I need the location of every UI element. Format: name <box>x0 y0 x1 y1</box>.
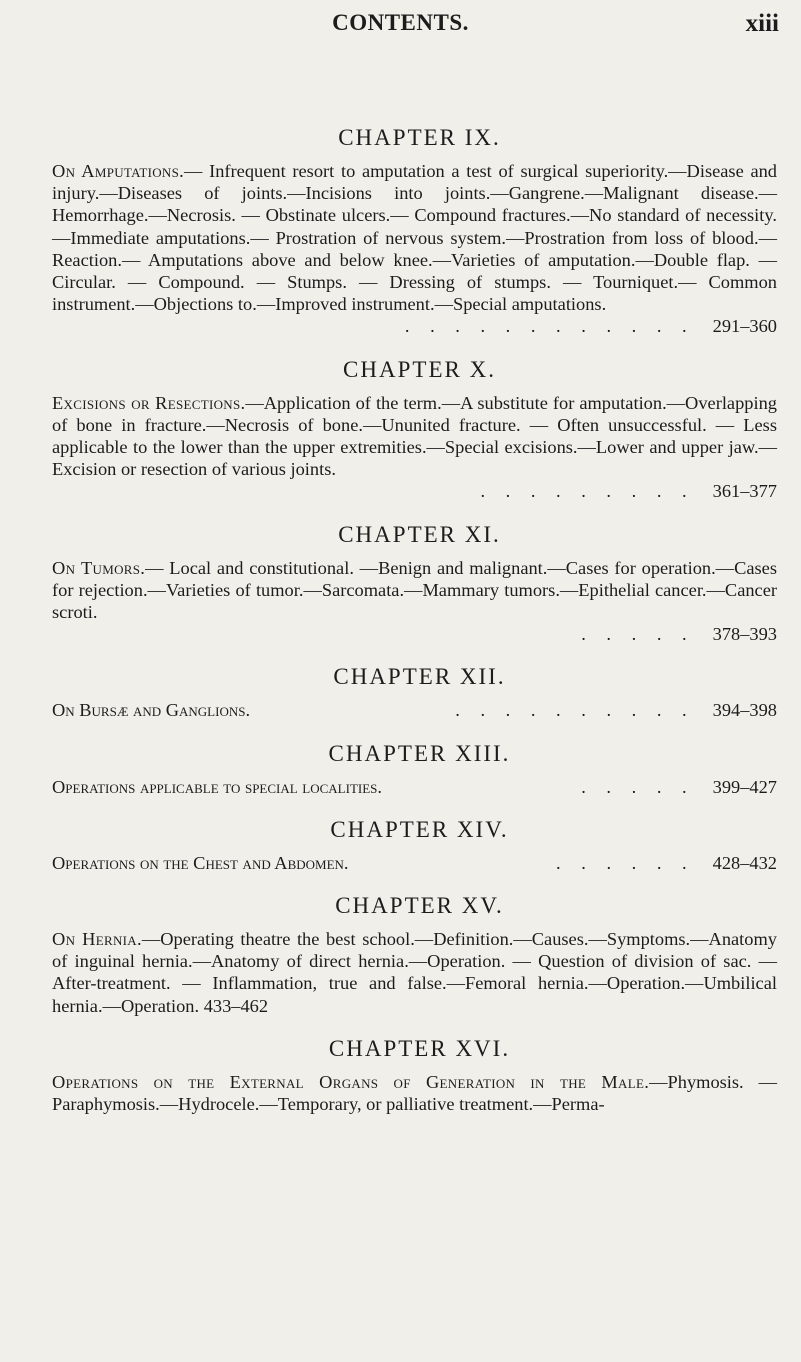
chapter-xv <box>52 893 777 1017</box>
chapter-lead: On Tumors. <box>52 557 146 578</box>
contents-list <box>52 125 777 1134</box>
chapter-summary <box>52 557 777 624</box>
page-range-row <box>52 315 777 337</box>
chapter-xiv <box>52 817 777 874</box>
chapter-lead: Excisions or Resections. <box>52 392 246 413</box>
running-head-title: CONTENTS. <box>332 10 469 35</box>
chapter-heading: CHAPTER XIII. <box>328 740 511 766</box>
chapter-summary <box>52 392 777 481</box>
page-number: xiii <box>745 10 779 37</box>
chapter-lead: Operations on the External Organs of Generation in the Male. <box>52 1071 650 1092</box>
chapter-lead: On Amputations. <box>52 161 185 181</box>
chapter-lead: Operations applicable to special localities. <box>52 776 382 797</box>
entry-row <box>52 699 777 721</box>
chapter-xiii <box>52 741 777 798</box>
chapter-lead: On Hernia. <box>52 929 142 950</box>
chapter-heading: CHAPTER XII. <box>333 664 506 690</box>
chapter-x <box>52 357 777 503</box>
leader-dots: . . . . . . . . . . <box>455 700 695 721</box>
chapter-text: — Local and constitutional. —Benign and malignant.—Cases for operation.—Cases for rejection.—Varieties of tumor.—Sarcomata.—Mammary tumors.—Epithelial cancer.—Cancer scroti. <box>52 557 777 623</box>
page-range: 361–377 <box>712 481 777 502</box>
page-range: 394–398 <box>712 700 777 721</box>
chapter-ix <box>52 125 777 338</box>
chapter-heading: CHAPTER X. <box>343 356 496 382</box>
leader-dots: . . . . . . <box>556 852 695 873</box>
chapter-heading: CHAPTER XIV. <box>330 816 509 842</box>
leader-dots: . . . . . <box>581 624 695 645</box>
chapter-heading: CHAPTER XV. <box>335 893 504 919</box>
chapter-lead: Operations on the Chest and Abdomen. <box>52 852 349 873</box>
leader-dots: . . . . . <box>581 776 695 797</box>
entry-row <box>52 776 777 798</box>
chapter-summary <box>52 928 777 1017</box>
running-head <box>0 10 801 50</box>
chapter-text: —Operating theatre the best school.—Definition.—Causes.—Symptoms.—Anatomy of inguinal hernia.—Anatomy of direct hernia.—Operation. — Question of division of sac. — After-treatment. — Inflammation, true and false.—Femoral hernia.—Operation.—Umbilical hernia.—Operation. <box>52 929 777 1016</box>
chapter-heading: CHAPTER IX. <box>338 125 501 150</box>
chapter-lead: On Bursæ and Ganglions. <box>52 700 251 721</box>
page-range: 399–427 <box>712 776 777 797</box>
page-range: 291–360 <box>712 316 777 337</box>
chapter-text: —Application of the term.—A substitute for amputation.—Overlapping of bone in fracture.—Necrosis of bone.—Ununited fracture. — Often unsuccessful. — Less applicable to the lower than the upper extremities.—Special excisions.—Lower and upper jaw.—Excision or resection of various joints. <box>52 392 777 480</box>
chapter-summary <box>52 160 777 315</box>
chapter-xvi <box>52 1036 777 1115</box>
chapter-text: —Phymosis. —Paraphymosis.—Hydrocele.—Temporary, or palliative treatment.—Perma- <box>52 1071 777 1115</box>
leader-dots: . . . . . . . . . . . . <box>404 316 695 337</box>
entry-row <box>52 852 777 874</box>
chapter-heading: CHAPTER XI. <box>338 521 501 547</box>
leader-dots: . . . . . . . . . <box>480 481 695 502</box>
chapter-xii <box>52 664 777 721</box>
page-range: 428–432 <box>712 852 777 873</box>
page-range-row <box>52 623 777 645</box>
page-range-row <box>52 480 777 502</box>
page-range: 378–393 <box>712 624 777 645</box>
chapter-text: — Infrequent resort to amputation a test of surgical superiority.—Disease and injury.—Diseases of joints.—Incisions into joints.—Gangrene.—Malignant disease.—Hemorrhage.—Necrosis. — Obstinate ulcers.— Compound fractures.—No standard of necessity.—Immediate amputations.— Prostration of nervous system.—Prostration from loss of blood.—Reaction.— Amputations above and below knee.—Varieties of amputation.—Double flap. — Circular. — Compound. — Stumps. — Dressing of stumps. — Tourniquet.— Common instrument.—Objections to.—Improved instrument.—Special amputations. <box>52 161 777 315</box>
chapter-xi <box>52 522 777 646</box>
page-range: 433–462 <box>203 995 269 1016</box>
chapter-heading: CHAPTER XVI. <box>328 1035 511 1061</box>
chapter-summary <box>52 1071 777 1115</box>
